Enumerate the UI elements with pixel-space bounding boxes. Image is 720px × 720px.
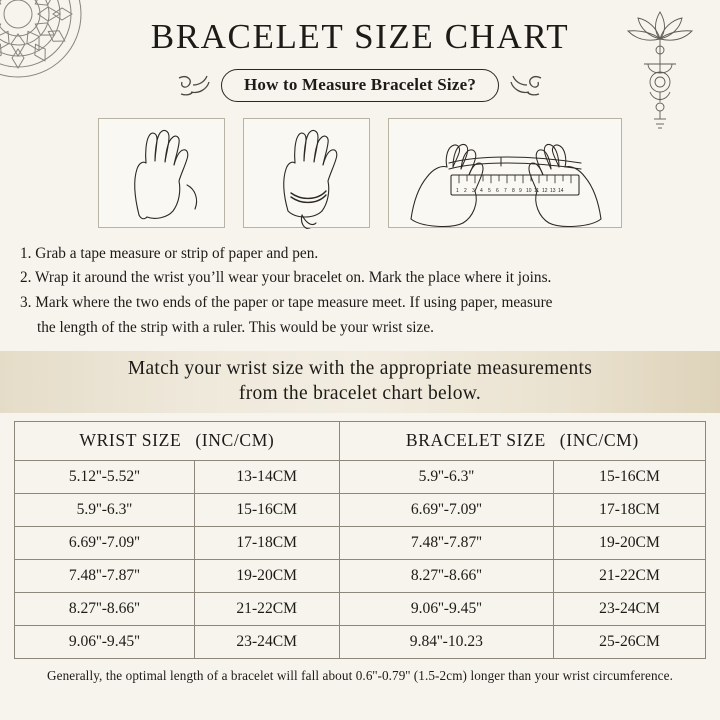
wrist-size-unit: (INC/CM) (195, 430, 275, 451)
svg-text:10: 10 (526, 187, 532, 194)
cell-wrist-cm: 19-20CM (194, 559, 339, 592)
footnote: Generally, the optimal length of a bracelet will fall about 0.6''-0.79'' (1.5-2cm) longer than your wrist circumference. (47, 667, 673, 683)
wrist-size-header (15, 421, 340, 460)
cell-bracelet-cm: 15-16CM (553, 460, 705, 493)
cell-bracelet-inch: 8.27''-8.66'' (339, 559, 553, 592)
hand-with-tape-measure-strip-icon (99, 119, 226, 229)
page-title: BRACELET SIZE CHART (150, 17, 570, 56)
svg-text:6: 6 (496, 187, 499, 194)
cell-wrist-cm: 13-14CM (194, 460, 339, 493)
flourish-left-icon (177, 72, 211, 98)
subtitle-pill: How to Measure Bracelet Size? (221, 69, 499, 102)
instruction-step-3: 3. Mark where the two ends of the paper or tape measure meet. If using paper, measure (20, 294, 553, 312)
illustration-step-2 (243, 118, 370, 228)
bracelet-size-header (339, 421, 705, 460)
wrist-size-label: WRIST SIZE (79, 430, 182, 451)
illustration-step-3 (388, 118, 622, 228)
svg-text:8: 8 (512, 187, 515, 194)
illustration-step-1 (98, 118, 225, 228)
bracelet-size-unit: (INC/CM) (559, 430, 639, 451)
table-row (15, 493, 706, 526)
cell-wrist-inch: 6.69''-7.09'' (15, 526, 195, 559)
cell-bracelet-inch: 7.48''-7.87'' (339, 526, 553, 559)
svg-text:1: 1 (456, 187, 459, 194)
table-row (15, 559, 706, 592)
cell-bracelet-inch: 6.69''-7.09'' (339, 493, 553, 526)
svg-text:14: 14 (558, 187, 564, 194)
instruction-step-2: 2. Wrap it around the wrist you’ll wear your bracelet on. Mark the place where it joins. (20, 269, 552, 287)
svg-text:3: 3 (472, 187, 475, 194)
instruction-step-1: 1. Grab a tape measure or strip of paper and pen. (20, 244, 319, 262)
svg-text:13: 13 (550, 187, 556, 194)
svg-text:2: 2 (464, 187, 467, 194)
table-header-row (15, 421, 706, 460)
cell-bracelet-inch: 9.84''-10.23 (339, 625, 553, 658)
hands-measuring-strip-with-ruler-icon (389, 119, 623, 229)
cell-bracelet-cm: 17-18CM (553, 493, 705, 526)
cell-wrist-cm: 21-22CM (194, 592, 339, 625)
cell-wrist-cm: 23-24CM (194, 625, 339, 658)
svg-text:7: 7 (504, 187, 507, 194)
table-row (15, 592, 706, 625)
table-row (15, 625, 706, 658)
cell-bracelet-inch: 9.06''-9.45'' (339, 592, 553, 625)
cell-wrist-inch: 5.12''-5.52'' (15, 460, 195, 493)
match-banner-line-2: from the bracelet chart below. (238, 382, 482, 404)
instruction-step-3-cont: the length of the strip with a ruler. This would be your wrist size. (37, 318, 434, 336)
cell-wrist-inch: 9.06''-9.45'' (15, 625, 195, 658)
cell-bracelet-cm: 25-26CM (553, 625, 705, 658)
hand-with-tape-wrapped-around-wrist-icon (244, 119, 371, 229)
cell-wrist-cm: 15-16CM (194, 493, 339, 526)
match-banner (0, 351, 720, 413)
illustration-row (0, 118, 720, 228)
cell-wrist-inch: 7.48''-7.87'' (15, 559, 195, 592)
table-row (15, 460, 706, 493)
subtitle-row (0, 69, 720, 102)
bracelet-size-label: BRACELET SIZE (405, 430, 546, 451)
cell-wrist-inch: 5.9''-6.3'' (15, 493, 195, 526)
svg-text:12: 12 (542, 187, 548, 194)
cell-bracelet-cm: 23-24CM (553, 592, 705, 625)
svg-text:5: 5 (488, 187, 491, 194)
table-row (15, 526, 706, 559)
cell-wrist-inch: 8.27''-8.66'' (15, 592, 195, 625)
size-table (14, 421, 706, 659)
svg-text:4: 4 (480, 187, 483, 194)
cell-bracelet-cm: 21-22CM (553, 559, 705, 592)
cell-wrist-cm: 17-18CM (194, 526, 339, 559)
instructions (20, 242, 700, 341)
flourish-right-icon (509, 72, 543, 98)
svg-text:11: 11 (534, 187, 540, 194)
svg-text:9: 9 (519, 187, 522, 194)
cell-bracelet-cm: 19-20CM (553, 526, 705, 559)
cell-bracelet-inch: 5.9''-6.3'' (339, 460, 553, 493)
match-banner-line-1: Match your wrist size with the appropriate measurements (127, 357, 593, 379)
